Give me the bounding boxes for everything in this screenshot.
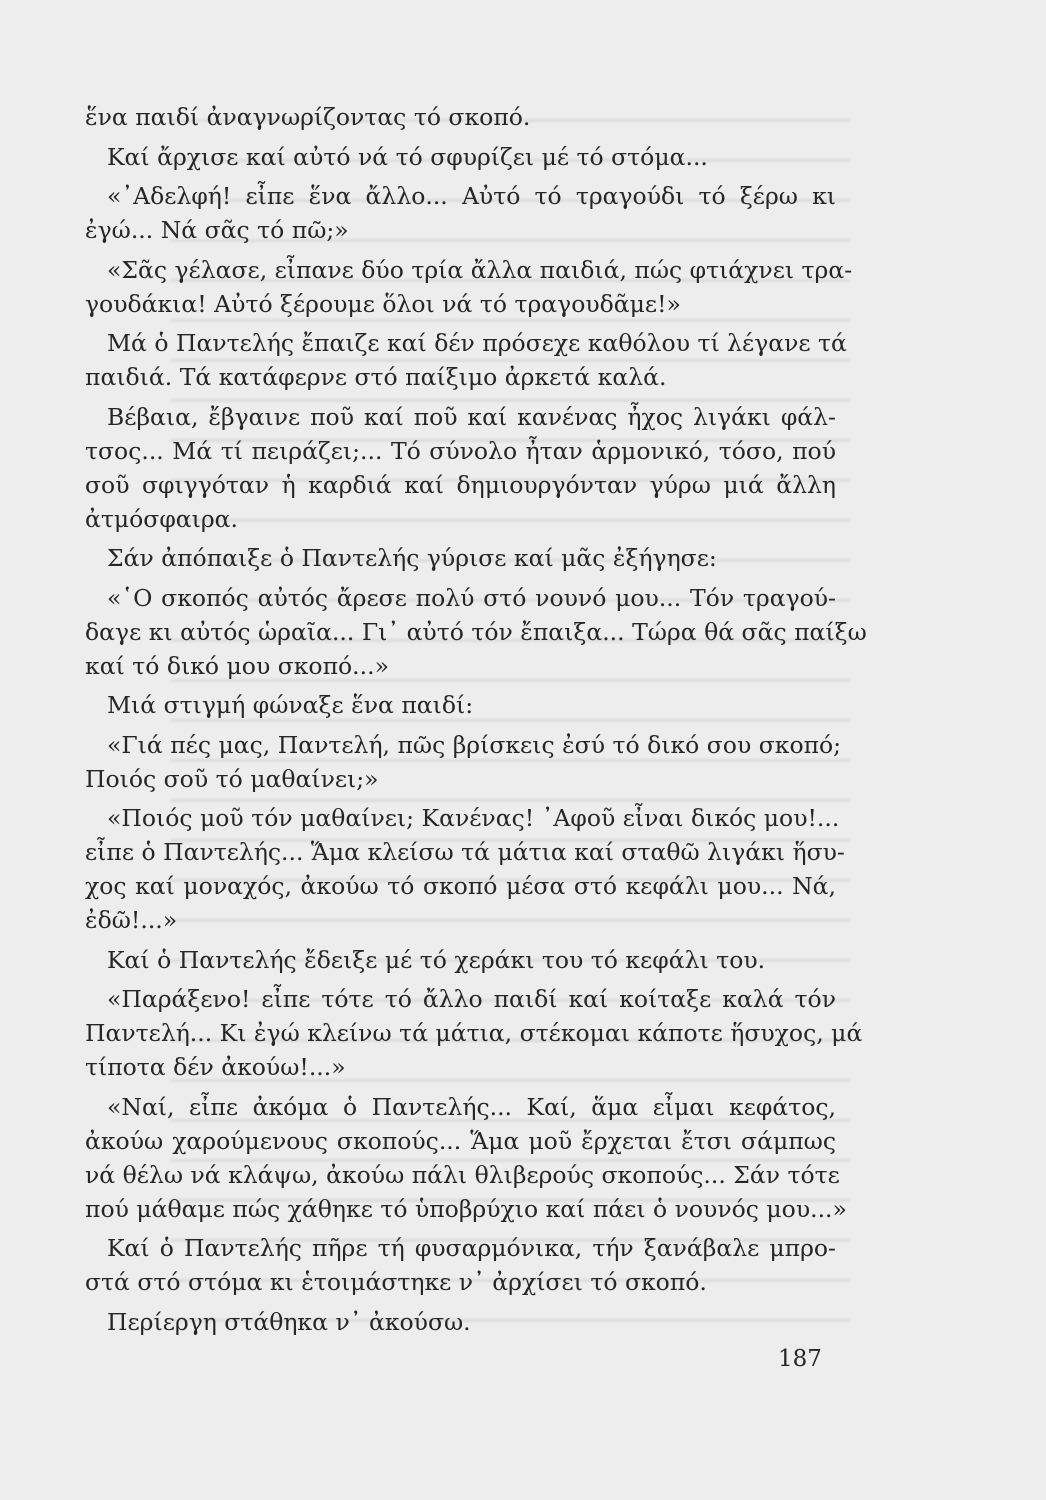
text-line: ἀτμόσφαιρα. (85, 504, 239, 533)
paragraph (85, 943, 836, 977)
text-line: «Ναί, εἶπε ἀκόμα ὁ Παντελής... Καί, ἅμα εἶμαι κεφάτος, (107, 1092, 836, 1121)
paragraph (85, 1305, 836, 1339)
text-line: «῾Ο σκοπός αὐτός ἄρεσε πολύ στό νουνό μου... Τόν τραγού- (107, 583, 836, 612)
body-text (85, 100, 867, 1344)
paragraph (85, 253, 853, 321)
paragraph (85, 541, 836, 575)
paragraph (85, 801, 845, 937)
text-line: Καί ὁ Παντελής ἔδειξε μέ τό χεράκι του τό κεφάλι του. (107, 945, 766, 974)
paragraph (85, 326, 847, 394)
text-line: Παντελή... Κι ἐγώ κλείνω τά μάτια, στέκομαι κάποτε ἥσυχος, μά (85, 1019, 863, 1047)
text-line: Μιά στιγμή φώναξε ἕνα παιδί: (107, 691, 474, 719)
text-line: Βέβαια, ἔβγαινε ποῦ καί ποῦ καί κανένας ἦχος λιγάκι φάλ- (107, 402, 836, 431)
paragraph (85, 1090, 847, 1226)
text-line: Καί ὁ Παντελής πῆρε τή φυσαρμόνικα, τήν ξανάβαλε μπρο- (107, 1234, 836, 1262)
text-line: Καί ἄρχισε καί αὐτό νά τό σφυρίζει μέ τό στόμα... (107, 142, 708, 171)
paragraph (85, 179, 836, 247)
paragraph (85, 688, 836, 722)
text-line: «Σᾶς γέλασε, εἶπανε δύο τρία ἄλλα παιδιά, πώς φτιάχνει τρα- (107, 255, 853, 284)
text-line: χος καί μοναχός, ἀκούω τό σκοπό μέσα στό κεφάλι μου... Νά, (85, 872, 836, 900)
text-line: τσος... Μά τί πειράζει;... Τό σύνολο ἦταν ἁρμονικό, τόσο, πού (85, 436, 836, 465)
text-line: «Παράξενο! εἶπε τότε τό ἄλλο παιδί καί κοίταξε καλά τόν (107, 985, 836, 1013)
text-line: Σάν ἀπόπαιξε ὁ Παντελής γύρισε καί μᾶς ἐξήγησε: (107, 544, 717, 572)
text-line: ἐγώ... Νά σᾶς τό πῶ;» (85, 216, 349, 244)
text-line: «Ποιός μοῦ τόν μαθαίνει; Κανένας! ᾽Αφοῦ εἶναι δικός μου!... (107, 804, 840, 832)
text-line: σοῦ σφιγγόταν ἡ καρδιά καί δημιουργόνταν γύρω μιά ἄλλη (85, 470, 836, 499)
text-line: Ποιός σοῦ τό μαθαίνει;» (85, 764, 379, 793)
paragraph (85, 100, 836, 134)
text-line: πού μάθαμε πώς χάθηκε τό ὑποβρύχιο καί πάει ὁ νουνός μου...» (85, 1194, 847, 1223)
text-line: παιδιά. Τά κατάφερνε στό παίξιμο ἀρκετά καλά. (85, 363, 667, 391)
text-line: ἐδῶ!...» (85, 906, 178, 934)
text-line: γουδάκια! Αὐτό ξέρουμε ὅλοι νά τό τραγουδᾶμε!» (85, 289, 681, 318)
text-line: Περίεργη στάθηκα ν᾽ ἀκούσω. (107, 1307, 471, 1336)
paragraph (85, 728, 842, 796)
text-line: δαγε κι αὐτός ὡραῖα... Γι᾽ αὐτό τόν ἔπαιξα... Τώρα θά σᾶς παίξω (85, 617, 867, 646)
paragraph (85, 581, 867, 683)
text-line: ἀκούω χαρούμενους σκοπούς... Ἅμα μοῦ ἔρχεται ἔτσι σάμπως (85, 1126, 836, 1155)
text-line: «᾽Αδελφή! εἶπε ἕνα ἄλλο... Αὐτό τό τραγούδι τό ξέρω κι (107, 182, 836, 210)
text-line: ἕνα παιδί ἀναγνωρίζοντας τό σκοπό. (85, 103, 531, 131)
text-line: Μά ὁ Παντελής ἔπαιζε καί δέν πρόσεχε καθόλου τί λέγανε τά (107, 329, 847, 357)
paragraph (85, 1231, 836, 1299)
page-number: 187 (778, 1346, 822, 1372)
text-line: τίποτα δέν ἀκούω!...» (85, 1053, 346, 1081)
paragraph (85, 982, 863, 1084)
text-line: καί τό δικό μου σκοπό...» (85, 651, 389, 680)
paragraph (85, 140, 836, 174)
text-line: στά στό στόμα κι ἑτοιμάστηκε ν᾽ ἀρχίσει τό σκοπό. (85, 1268, 707, 1296)
paragraph (85, 400, 836, 536)
text-line: νά θέλω νά κλάψω, ἀκούω πάλι θλιβερούς σκοπούς... Σάν τότε (85, 1160, 840, 1189)
text-line: εἶπε ὁ Παντελής... Ἅμα κλείσω τά μάτια καί σταθῶ λιγάκι ἥσυ- (85, 838, 845, 866)
text-line: «Γιά πές μας, Παντελή, πῶς βρίσκεις ἐσύ τό δικό σου σκοπό; (107, 730, 842, 759)
